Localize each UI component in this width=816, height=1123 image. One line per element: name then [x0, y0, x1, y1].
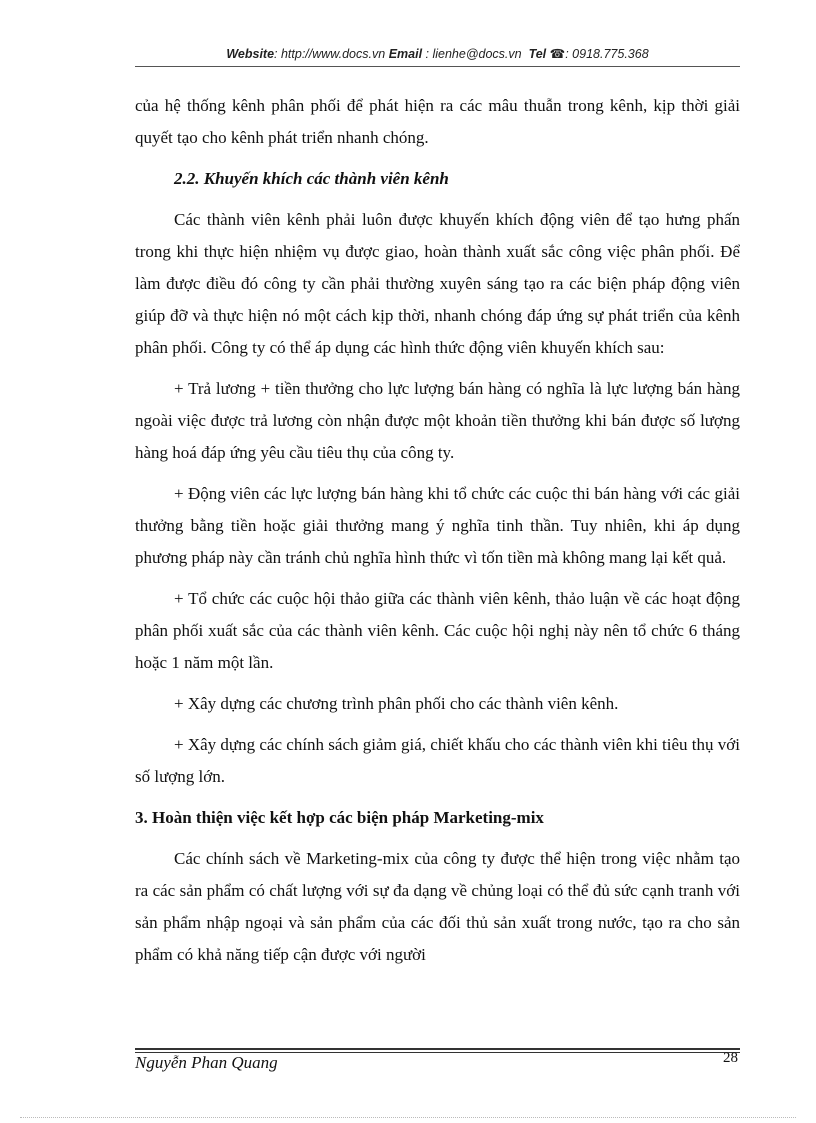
tel-number: : 0918.775.368 [565, 47, 649, 61]
section-heading-2-2: 2.2. Khuyến khích các thành viên kênh [174, 169, 449, 188]
paragraph: + Xây dựng các chương trình phân phối cho các thành viên kênh. [174, 694, 619, 713]
website-label: Website [226, 47, 275, 61]
paragraph: + Động viên các lực lượng bán hàng khi tổ chức các cuộc thi bán hàng với các giải thưởng bằng tiền hoặc giải thưởng mang ý nghĩa tinh thần. Tuy nhiên, khi áp dụng phương pháp này cần tránh chủ nghĩa hình thức vì tốn tiền mà không mang lại kết quả. [135, 484, 740, 567]
page-number: 28 [723, 1050, 738, 1066]
phone-icon: ☎ [549, 47, 566, 61]
tel-label: Tel [528, 47, 547, 61]
header-divider [135, 66, 740, 67]
section-heading-3: 3. Hoàn thiện việc kết hợp các biện pháp Marketing-mix [135, 808, 544, 827]
page-edge [20, 1117, 796, 1118]
document-body [135, 90, 740, 980]
paragraph: + Trả lương + tiền thưởng cho lực lượng bán hàng có nghĩa là lực lượng bán hàng ngoài việc được trả lương còn nhận được một khoản tiền thưởng khi bán được số lượng hàng hoá đáp ứng yêu cầu tiêu thụ của công ty. [135, 379, 740, 462]
footer-author: Nguyễn Phan Quang [135, 1053, 278, 1072]
paragraph: + Xây dựng các chính sách giảm giá, chiết khấu cho các thành viên khi tiêu thụ với số lượng lớn. [135, 735, 740, 786]
paragraph: Các chính sách về Marketing-mix của công ty được thể hiện trong việc nhằm tạo ra các sản phẩm có chất lượng với sự đa dạng về chủng loại có thể đủ sức cạnh tranh với sản phẩm nhập ngoại và sản phẩm của các đối thủ sản xuất trong nước, tạo ra cho sản phẩm có khả năng tiếp cận được với người [135, 849, 740, 964]
page-header [135, 46, 740, 61]
website-url[interactable]: : http://www.docs.vn [274, 47, 386, 61]
email-address[interactable]: : lienhe@docs.vn [422, 47, 522, 61]
email-label: Email [388, 47, 423, 61]
paragraph: của hệ thống kênh phân phối để phát hiện ra các mâu thuẫn trong kênh, kịp thời giải quyết tạo cho kênh phát triển nhanh chóng. [135, 96, 740, 147]
paragraph: + Tổ chức các cuộc hội thảo giữa các thành viên kênh, thảo luận về các hoạt động phân phối xuất sắc của các thành viên kênh. Các cuộc hội nghị này nên tổ chức 6 tháng hoặc 1 năm một lần. [135, 589, 740, 672]
paragraph: Các thành viên kênh phải luôn được khuyến khích động viên để tạo hưng phấn trong khi thực hiện nhiệm vụ được giao, hoàn thành xuất sắc công việc phân phối. Để làm được điều đó công ty cần phải thường xuyên sáng tạo ra các biện pháp động viên giúp đỡ và thực hiện nó một cách kịp thời, nhanh chóng đáp ứng sự phát triển của kênh phân phối. Công ty có thể áp dụng các hình thức động viên khuyến khích sau: [135, 210, 740, 357]
footer-divider [135, 1048, 740, 1050]
